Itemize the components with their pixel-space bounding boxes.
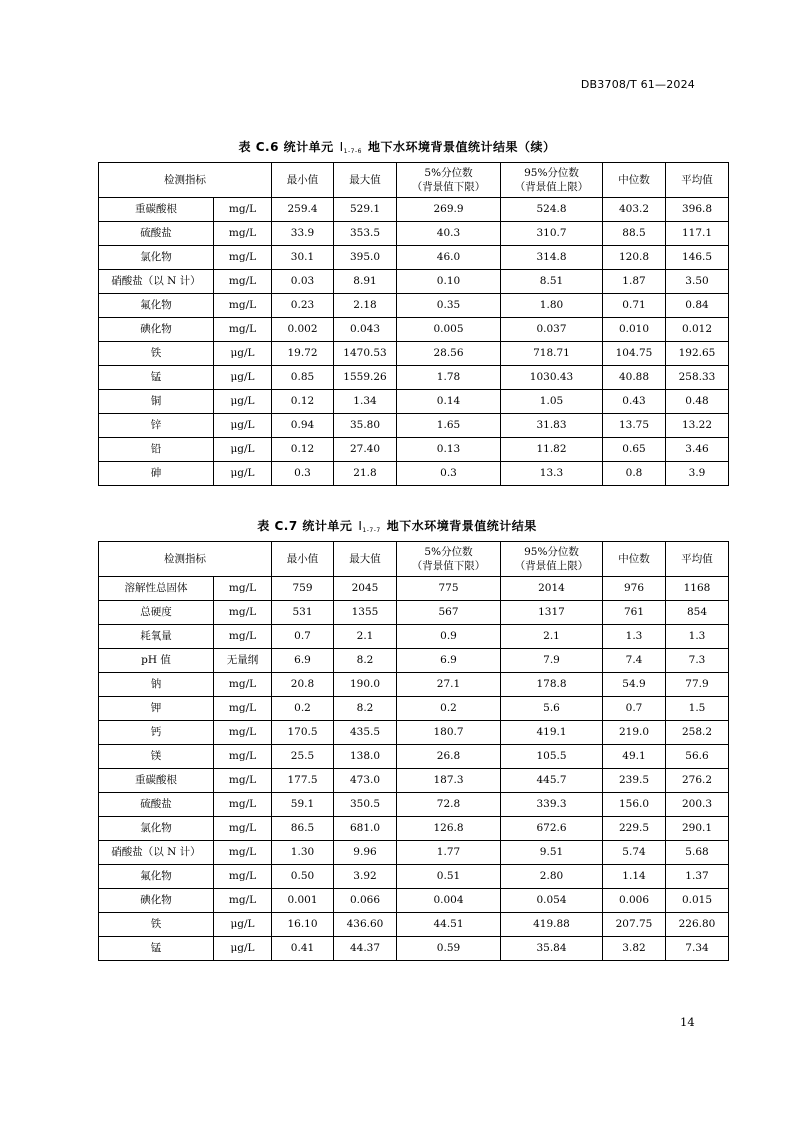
unit-cell: μg/L — [214, 937, 272, 961]
p95-cell: 419.1 — [501, 721, 603, 745]
p5-cell: 6.9 — [397, 649, 501, 673]
max-cell: 1559.26 — [334, 366, 397, 390]
p95-cell: 2.1 — [501, 625, 603, 649]
max-cell: 27.40 — [334, 438, 397, 462]
p5-cell: 187.3 — [397, 769, 501, 793]
table-c6-caption — [0, 138, 794, 155]
unit-cell: μg/L — [214, 913, 272, 937]
header-p95 — [501, 542, 603, 577]
min-cell: 30.1 — [272, 246, 334, 270]
p95-cell: 314.8 — [501, 246, 603, 270]
mean-cell: 1168 — [666, 577, 729, 601]
median-cell: 761 — [603, 601, 666, 625]
p5-cell: 0.35 — [397, 294, 501, 318]
min-cell: 0.001 — [272, 889, 334, 913]
mean-cell: 13.22 — [666, 414, 729, 438]
max-cell: 190.0 — [334, 673, 397, 697]
table-row — [99, 414, 729, 438]
unit-cell: mg/L — [214, 793, 272, 817]
min-cell: 0.3 — [272, 462, 334, 486]
indicator-cell: 氯化物 — [99, 246, 214, 270]
median-cell: 229.5 — [603, 817, 666, 841]
p95-cell: 11.82 — [501, 438, 603, 462]
unit-cell: μg/L — [214, 366, 272, 390]
indicator-cell: 钾 — [99, 697, 214, 721]
mean-cell: 77.9 — [666, 673, 729, 697]
mean-cell: 7.34 — [666, 937, 729, 961]
mean-cell: 276.2 — [666, 769, 729, 793]
median-cell: 1.87 — [603, 270, 666, 294]
median-cell: 7.4 — [603, 649, 666, 673]
table-c7 — [98, 541, 729, 961]
unit-cell: mg/L — [214, 625, 272, 649]
unit-cell: μg/L — [214, 390, 272, 414]
table-row — [99, 438, 729, 462]
min-cell: 25.5 — [272, 745, 334, 769]
unit-cell: 无量纲 — [214, 649, 272, 673]
indicator-cell: 锰 — [99, 937, 214, 961]
table-row — [99, 937, 729, 961]
p95-cell: 524.8 — [501, 198, 603, 222]
header-p5-line1: 5%分位数 — [424, 167, 473, 179]
table-row — [99, 889, 729, 913]
p95-cell: 339.3 — [501, 793, 603, 817]
max-cell: 435.5 — [334, 721, 397, 745]
min-cell: 0.41 — [272, 937, 334, 961]
caption-prefix: 表 C.7 统计单元 — [257, 519, 353, 533]
indicator-cell: 铁 — [99, 342, 214, 366]
indicator-cell: 锌 — [99, 414, 214, 438]
min-cell: 33.9 — [272, 222, 334, 246]
max-cell: 681.0 — [334, 817, 397, 841]
mean-cell: 1.5 — [666, 697, 729, 721]
unit-cell: mg/L — [214, 577, 272, 601]
p5-cell: 0.004 — [397, 889, 501, 913]
unit-cell: μg/L — [214, 342, 272, 366]
median-cell: 403.2 — [603, 198, 666, 222]
table-row — [99, 697, 729, 721]
median-cell: 104.75 — [603, 342, 666, 366]
min-cell: 259.4 — [272, 198, 334, 222]
table-header-row — [99, 542, 729, 577]
unit-cell: mg/L — [214, 294, 272, 318]
header-p5-line2: （背景值下限） — [411, 560, 486, 572]
mean-cell: 3.9 — [666, 462, 729, 486]
indicator-cell: 钙 — [99, 721, 214, 745]
header-p5 — [397, 163, 501, 198]
max-cell: 1470.53 — [334, 342, 397, 366]
header-p95 — [501, 163, 603, 198]
indicator-cell: 碘化物 — [99, 889, 214, 913]
median-cell: 156.0 — [603, 793, 666, 817]
p5-cell: 180.7 — [397, 721, 501, 745]
p95-cell: 1317 — [501, 601, 603, 625]
table-row — [99, 390, 729, 414]
table-row — [99, 673, 729, 697]
header-p95-line2: （背景值上限） — [514, 181, 589, 193]
unit-cell: mg/L — [214, 745, 272, 769]
indicator-cell: 氯化物 — [99, 817, 214, 841]
table-row — [99, 318, 729, 342]
unit-cell: mg/L — [214, 270, 272, 294]
table-row — [99, 745, 729, 769]
unit-cell: μg/L — [214, 462, 272, 486]
caption-roman-numeral: Ⅰ — [339, 140, 344, 154]
table-row — [99, 198, 729, 222]
median-cell: 1.14 — [603, 865, 666, 889]
min-cell: 759 — [272, 577, 334, 601]
min-cell: 0.50 — [272, 865, 334, 889]
max-cell: 9.96 — [334, 841, 397, 865]
p5-cell: 26.8 — [397, 745, 501, 769]
min-cell: 531 — [272, 601, 334, 625]
p5-cell: 27.1 — [397, 673, 501, 697]
unit-cell: μg/L — [214, 438, 272, 462]
p95-cell: 2014 — [501, 577, 603, 601]
indicator-cell: 硫酸盐 — [99, 793, 214, 817]
p5-cell: 0.59 — [397, 937, 501, 961]
unit-cell: mg/L — [214, 222, 272, 246]
unit-cell: mg/L — [214, 841, 272, 865]
caption-suffix: 地下水环境背景值统计结果 — [386, 519, 537, 533]
mean-cell: 0.48 — [666, 390, 729, 414]
mean-cell: 0.012 — [666, 318, 729, 342]
table-header-row — [99, 163, 729, 198]
p95-cell: 35.84 — [501, 937, 603, 961]
min-cell: 0.2 — [272, 697, 334, 721]
table-row — [99, 366, 729, 390]
p95-cell: 419.88 — [501, 913, 603, 937]
max-cell: 8.2 — [334, 649, 397, 673]
document-id: DB3708/T 61—2024 — [580, 78, 695, 91]
p5-cell: 28.56 — [397, 342, 501, 366]
max-cell: 473.0 — [334, 769, 397, 793]
p95-cell: 178.8 — [501, 673, 603, 697]
unit-cell: mg/L — [214, 697, 272, 721]
max-cell: 21.8 — [334, 462, 397, 486]
max-cell: 1355 — [334, 601, 397, 625]
p5-cell: 269.9 — [397, 198, 501, 222]
mean-cell: 396.8 — [666, 198, 729, 222]
mean-cell: 200.3 — [666, 793, 729, 817]
mean-cell: 56.6 — [666, 745, 729, 769]
unit-cell: mg/L — [214, 865, 272, 889]
header-max: 最大值 — [334, 163, 397, 198]
header-p5-line1: 5%分位数 — [424, 546, 473, 558]
unit-cell: mg/L — [214, 817, 272, 841]
min-cell: 86.5 — [272, 817, 334, 841]
median-cell: 13.75 — [603, 414, 666, 438]
table-c6 — [98, 162, 729, 486]
p95-cell: 7.9 — [501, 649, 603, 673]
table-row — [99, 865, 729, 889]
min-cell: 0.7 — [272, 625, 334, 649]
p95-cell: 13.3 — [501, 462, 603, 486]
table-row — [99, 342, 729, 366]
table-row — [99, 577, 729, 601]
median-cell: 0.43 — [603, 390, 666, 414]
p95-cell: 672.6 — [501, 817, 603, 841]
table-row — [99, 462, 729, 486]
table-row — [99, 294, 729, 318]
p95-cell: 5.6 — [501, 697, 603, 721]
median-cell: 976 — [603, 577, 666, 601]
min-cell: 170.5 — [272, 721, 334, 745]
median-cell: 207.75 — [603, 913, 666, 937]
p95-cell: 1.05 — [501, 390, 603, 414]
median-cell: 5.74 — [603, 841, 666, 865]
median-cell: 0.7 — [603, 697, 666, 721]
unit-cell: μg/L — [214, 414, 272, 438]
table-row — [99, 841, 729, 865]
header-p5 — [397, 542, 501, 577]
caption-subscript: 1-7-6 — [343, 148, 362, 155]
mean-cell: 5.68 — [666, 841, 729, 865]
min-cell: 0.85 — [272, 366, 334, 390]
unit-cell: mg/L — [214, 673, 272, 697]
p95-cell: 2.80 — [501, 865, 603, 889]
header-indicator: 检测指标 — [99, 163, 272, 198]
mean-cell: 0.015 — [666, 889, 729, 913]
table-row — [99, 246, 729, 270]
p95-cell: 9.51 — [501, 841, 603, 865]
table-row — [99, 222, 729, 246]
median-cell: 0.010 — [603, 318, 666, 342]
table-row — [99, 625, 729, 649]
p95-cell: 0.054 — [501, 889, 603, 913]
median-cell: 120.8 — [603, 246, 666, 270]
max-cell: 436.60 — [334, 913, 397, 937]
mean-cell: 0.84 — [666, 294, 729, 318]
p95-cell: 1030.43 — [501, 366, 603, 390]
header-median: 中位数 — [603, 542, 666, 577]
mean-cell: 1.37 — [666, 865, 729, 889]
p5-cell: 0.3 — [397, 462, 501, 486]
unit-cell: mg/L — [214, 318, 272, 342]
min-cell: 16.10 — [272, 913, 334, 937]
table-row — [99, 601, 729, 625]
indicator-cell: 重碳酸根 — [99, 769, 214, 793]
indicator-cell: 氟化物 — [99, 865, 214, 889]
indicator-cell: 钠 — [99, 673, 214, 697]
median-cell: 54.9 — [603, 673, 666, 697]
median-cell: 239.5 — [603, 769, 666, 793]
table-row — [99, 649, 729, 673]
median-cell: 0.8 — [603, 462, 666, 486]
min-cell: 0.12 — [272, 438, 334, 462]
caption-subscript: 1-7-7 — [362, 527, 381, 534]
table-row — [99, 913, 729, 937]
p95-cell: 0.037 — [501, 318, 603, 342]
mean-cell: 7.3 — [666, 649, 729, 673]
mean-cell: 258.2 — [666, 721, 729, 745]
mean-cell: 146.5 — [666, 246, 729, 270]
median-cell: 219.0 — [603, 721, 666, 745]
max-cell: 35.80 — [334, 414, 397, 438]
p95-cell: 31.83 — [501, 414, 603, 438]
min-cell: 177.5 — [272, 769, 334, 793]
header-mean: 平均值 — [666, 542, 729, 577]
indicator-cell: 镁 — [99, 745, 214, 769]
mean-cell: 290.1 — [666, 817, 729, 841]
median-cell: 88.5 — [603, 222, 666, 246]
min-cell: 59.1 — [272, 793, 334, 817]
p5-cell: 0.51 — [397, 865, 501, 889]
indicator-cell: 铜 — [99, 390, 214, 414]
min-cell: 20.8 — [272, 673, 334, 697]
median-cell: 40.88 — [603, 366, 666, 390]
median-cell: 1.3 — [603, 625, 666, 649]
max-cell: 529.1 — [334, 198, 397, 222]
max-cell: 2.18 — [334, 294, 397, 318]
max-cell: 0.043 — [334, 318, 397, 342]
table-c7-caption — [0, 517, 794, 534]
indicator-cell: 锰 — [99, 366, 214, 390]
table-row — [99, 270, 729, 294]
indicator-cell: 砷 — [99, 462, 214, 486]
p5-cell: 46.0 — [397, 246, 501, 270]
min-cell: 6.9 — [272, 649, 334, 673]
unit-cell: mg/L — [214, 198, 272, 222]
caption-suffix: 地下水环境背景值统计结果（续） — [367, 140, 556, 154]
median-cell: 0.65 — [603, 438, 666, 462]
p95-cell: 445.7 — [501, 769, 603, 793]
max-cell: 138.0 — [334, 745, 397, 769]
p5-cell: 567 — [397, 601, 501, 625]
mean-cell: 3.50 — [666, 270, 729, 294]
p5-cell: 1.65 — [397, 414, 501, 438]
indicator-cell: 碘化物 — [99, 318, 214, 342]
max-cell: 350.5 — [334, 793, 397, 817]
table-row — [99, 793, 729, 817]
p5-cell: 0.9 — [397, 625, 501, 649]
max-cell: 2.1 — [334, 625, 397, 649]
max-cell: 3.92 — [334, 865, 397, 889]
header-p95-line2: （背景值上限） — [514, 560, 589, 572]
header-min: 最小值 — [272, 163, 334, 198]
unit-cell: mg/L — [214, 601, 272, 625]
p5-cell: 40.3 — [397, 222, 501, 246]
mean-cell: 3.46 — [666, 438, 729, 462]
unit-cell: mg/L — [214, 769, 272, 793]
header-indicator: 检测指标 — [99, 542, 272, 577]
indicator-cell: 溶解性总固体 — [99, 577, 214, 601]
p95-cell: 310.7 — [501, 222, 603, 246]
median-cell: 3.82 — [603, 937, 666, 961]
p5-cell: 0.005 — [397, 318, 501, 342]
p5-cell: 44.51 — [397, 913, 501, 937]
median-cell: 0.006 — [603, 889, 666, 913]
p5-cell: 0.10 — [397, 270, 501, 294]
page-number: 14 — [680, 1015, 695, 1029]
header-max: 最大值 — [334, 542, 397, 577]
header-p95-line1: 95%分位数 — [524, 546, 579, 558]
indicator-cell: 氟化物 — [99, 294, 214, 318]
max-cell: 1.34 — [334, 390, 397, 414]
p95-cell: 1.80 — [501, 294, 603, 318]
unit-cell: mg/L — [214, 721, 272, 745]
min-cell: 0.002 — [272, 318, 334, 342]
p5-cell: 0.2 — [397, 697, 501, 721]
p5-cell: 1.78 — [397, 366, 501, 390]
min-cell: 0.23 — [272, 294, 334, 318]
max-cell: 2045 — [334, 577, 397, 601]
p5-cell: 775 — [397, 577, 501, 601]
unit-cell: mg/L — [214, 889, 272, 913]
p5-cell: 1.77 — [397, 841, 501, 865]
max-cell: 395.0 — [334, 246, 397, 270]
p95-cell: 105.5 — [501, 745, 603, 769]
max-cell: 8.91 — [334, 270, 397, 294]
max-cell: 353.5 — [334, 222, 397, 246]
header-min: 最小值 — [272, 542, 334, 577]
mean-cell: 1.3 — [666, 625, 729, 649]
p5-cell: 0.13 — [397, 438, 501, 462]
min-cell: 0.12 — [272, 390, 334, 414]
max-cell: 8.2 — [334, 697, 397, 721]
mean-cell: 854 — [666, 601, 729, 625]
p95-cell: 8.51 — [501, 270, 603, 294]
p5-cell: 0.14 — [397, 390, 501, 414]
unit-cell: mg/L — [214, 246, 272, 270]
indicator-cell: 铅 — [99, 438, 214, 462]
indicator-cell: 重碳酸根 — [99, 198, 214, 222]
mean-cell: 226.80 — [666, 913, 729, 937]
min-cell: 0.03 — [272, 270, 334, 294]
p5-cell: 72.8 — [397, 793, 501, 817]
header-p5-line2: （背景值下限） — [411, 181, 486, 193]
header-p95-line1: 95%分位数 — [524, 167, 579, 179]
indicator-cell: 铁 — [99, 913, 214, 937]
caption-prefix: 表 C.6 统计单元 — [238, 140, 334, 154]
min-cell: 19.72 — [272, 342, 334, 366]
header-median: 中位数 — [603, 163, 666, 198]
indicator-cell: 硝酸盐（以 N 计） — [99, 841, 214, 865]
header-mean: 平均值 — [666, 163, 729, 198]
min-cell: 0.94 — [272, 414, 334, 438]
table-row — [99, 817, 729, 841]
caption-roman-numeral: Ⅰ — [358, 519, 363, 533]
table-row — [99, 721, 729, 745]
p95-cell: 718.71 — [501, 342, 603, 366]
mean-cell: 192.65 — [666, 342, 729, 366]
median-cell: 49.1 — [603, 745, 666, 769]
indicator-cell: 耗氧量 — [99, 625, 214, 649]
table-row — [99, 769, 729, 793]
indicator-cell: pH 值 — [99, 649, 214, 673]
indicator-cell: 硫酸盐 — [99, 222, 214, 246]
max-cell: 44.37 — [334, 937, 397, 961]
mean-cell: 117.1 — [666, 222, 729, 246]
median-cell: 0.71 — [603, 294, 666, 318]
indicator-cell: 硝酸盐（以 N 计） — [99, 270, 214, 294]
p5-cell: 126.8 — [397, 817, 501, 841]
mean-cell: 258.33 — [666, 366, 729, 390]
min-cell: 1.30 — [272, 841, 334, 865]
max-cell: 0.066 — [334, 889, 397, 913]
indicator-cell: 总硬度 — [99, 601, 214, 625]
